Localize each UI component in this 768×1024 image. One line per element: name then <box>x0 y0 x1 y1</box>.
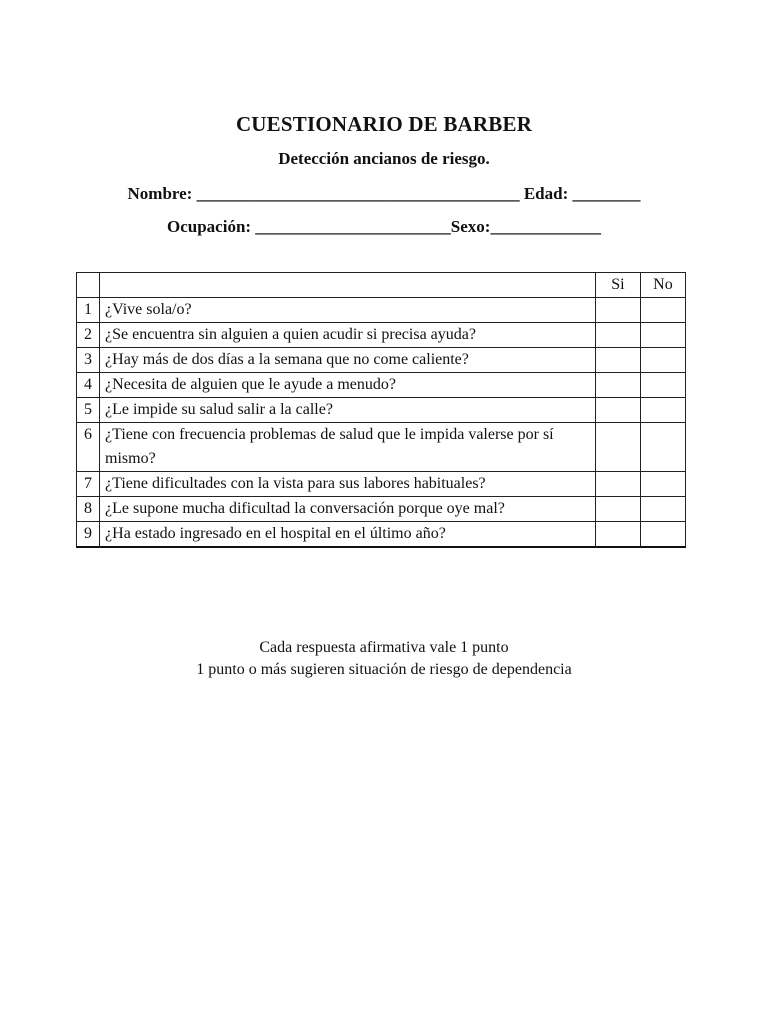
table-row <box>77 298 686 323</box>
row-number: 5 <box>77 398 100 423</box>
row-number: 2 <box>77 323 100 348</box>
row-number: 3 <box>77 348 100 373</box>
yes-answer-cell[interactable] <box>595 423 640 472</box>
header-question-cell <box>100 273 596 298</box>
table-row <box>77 348 686 373</box>
table-row <box>77 398 686 423</box>
no-answer-cell[interactable] <box>640 522 685 548</box>
row-question: ¿Le supone mucha dificultad la conversación porque oye mal? <box>100 497 596 522</box>
row-question: ¿Necesita de alguien que le ayude a menudo? <box>100 373 596 398</box>
name-age-field-line: Nombre: ______________________________________ Edad: ________ <box>127 184 641 203</box>
row-number: 7 <box>77 472 100 497</box>
header-yes-cell: Si <box>595 273 640 298</box>
yes-answer-cell[interactable] <box>595 373 640 398</box>
row-number: 8 <box>77 497 100 522</box>
no-answer-cell[interactable] <box>640 298 685 323</box>
yes-answer-cell[interactable] <box>595 497 640 522</box>
row-number: 1 <box>77 298 100 323</box>
table-row <box>77 522 686 548</box>
questionnaire-table <box>76 272 686 548</box>
row-number: 9 <box>77 522 100 548</box>
row-question: ¿Ha estado ingresado en el hospital en el último año? <box>100 522 596 548</box>
row-question: ¿Hay más de dos días a la semana que no come caliente? <box>100 348 596 373</box>
header-num-cell <box>77 273 100 298</box>
yes-answer-cell[interactable] <box>595 298 640 323</box>
no-answer-cell[interactable] <box>640 373 685 398</box>
row-question: ¿Tiene con frecuencia problemas de salud que le impida valerse por sí mismo? <box>100 423 596 472</box>
table-row <box>77 423 686 472</box>
header-no-cell: No <box>640 273 685 298</box>
table-row <box>77 497 686 522</box>
no-answer-cell[interactable] <box>640 497 685 522</box>
no-answer-cell[interactable] <box>640 423 685 472</box>
no-answer-cell[interactable] <box>640 472 685 497</box>
no-answer-cell[interactable] <box>640 323 685 348</box>
yes-answer-cell[interactable] <box>595 348 640 373</box>
table-row <box>77 323 686 348</box>
document-title: CUESTIONARIO DE BARBER <box>235 112 533 136</box>
no-answer-cell[interactable] <box>640 398 685 423</box>
scoring-note <box>0 637 768 681</box>
row-question: ¿Le impide su salud salir a la calle? <box>100 398 596 423</box>
yes-answer-cell[interactable] <box>595 472 640 497</box>
occupation-sex-field-line: Ocupación: _______________________Sexo:_____________ <box>167 217 601 236</box>
yes-answer-cell[interactable] <box>595 398 640 423</box>
table-row <box>77 472 686 497</box>
scoring-note-line-2: 1 punto o más sugieren situación de riesgo de dependencia <box>196 661 572 678</box>
scoring-note-line-1: Cada respuesta afirmativa vale 1 punto <box>259 639 509 656</box>
table-row <box>77 373 686 398</box>
row-question: ¿Se encuentra sin alguien a quien acudir si precisa ayuda? <box>100 323 596 348</box>
table-header-row <box>77 273 686 298</box>
yes-answer-cell[interactable] <box>595 323 640 348</box>
document-subtitle: Detección ancianos de riesgo. <box>278 149 490 168</box>
row-number: 6 <box>77 423 100 472</box>
row-number: 4 <box>77 373 100 398</box>
no-answer-cell[interactable] <box>640 348 685 373</box>
row-question: ¿Vive sola/o? <box>100 298 596 323</box>
yes-answer-cell[interactable] <box>595 522 640 548</box>
row-question: ¿Tiene dificultades con la vista para sus labores habituales? <box>100 472 596 497</box>
